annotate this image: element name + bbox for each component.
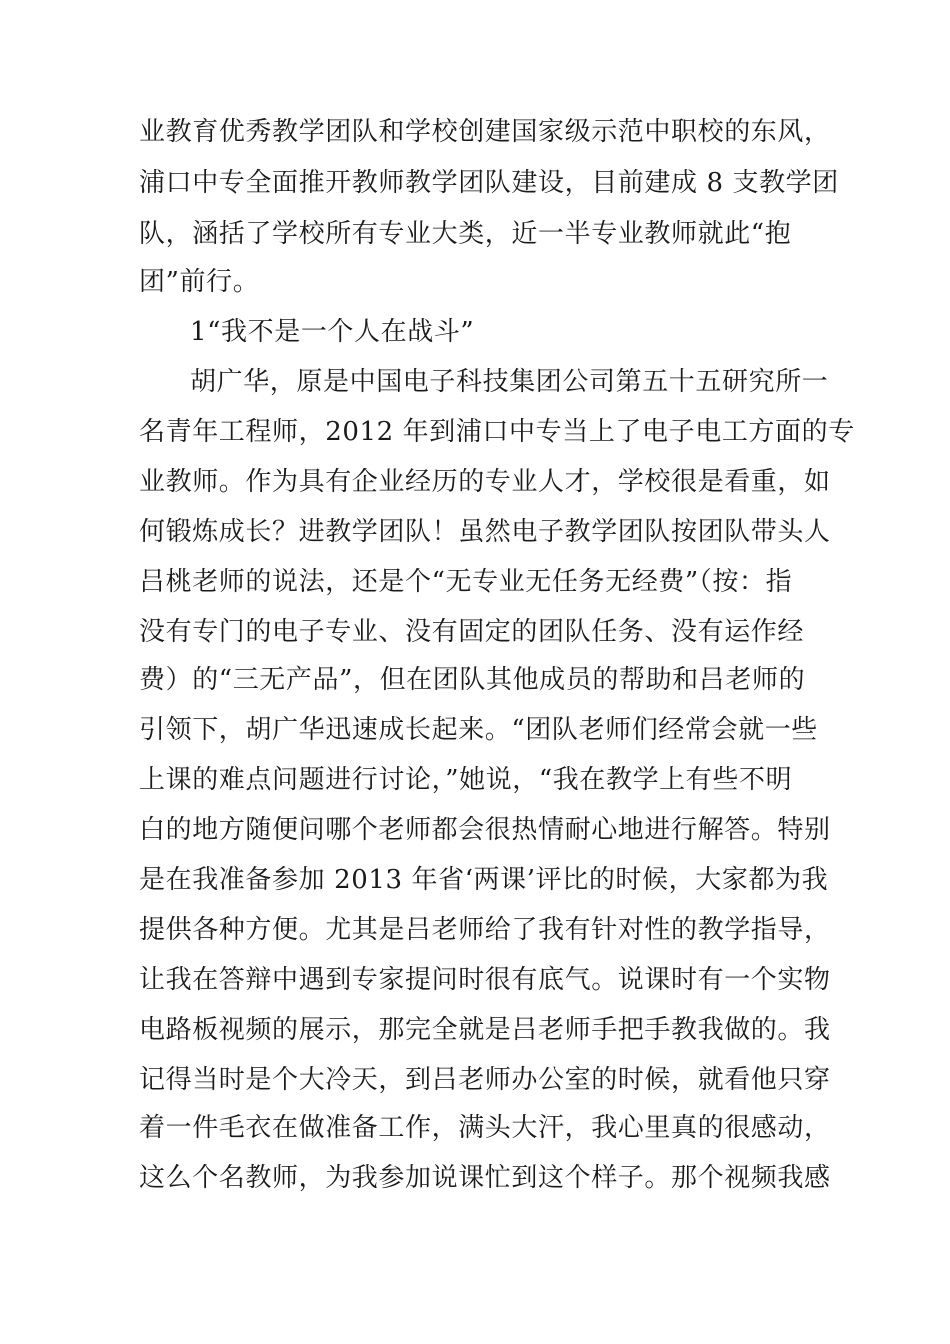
paragraph-line: 记得当时是个大冷天，到吕老师办公室的时候，就看他只穿 [139, 1065, 831, 1095]
paragraph-line: 吕桃老师的说法，还是个“无专业无任务无经费”（按：指 [139, 567, 793, 597]
paragraph-line: 胡广华，原是中国电子科技集团公司第五十五研究所一 [190, 367, 829, 397]
paragraph-line: 白的地方随便问哪个老师都会很热情耐心地进行解答。特别 [139, 815, 831, 845]
paragraph-line: 费）的“三无产品”，但在团队其他成员的帮助和吕老师的 [139, 665, 806, 695]
section-heading: 1“我不是一个人在战斗” [190, 317, 475, 347]
paragraph-line: 业教育优秀教学团队和学校创建国家级示范中职校的东风， [139, 117, 831, 147]
paragraph-line: 业教师。作为具有企业经历的专业人才，学校很是看重，如 [139, 467, 831, 497]
paragraph-line: 是在我准备参加 2013 年省‘两课’评比的时候，大家都为我 [139, 865, 829, 895]
paragraph-line: 着一件毛衣在做准备工作，满头大汗，我心里真的很感动， [139, 1113, 831, 1143]
paragraph-line: 让我在答辩中遇到专家提问时很有底气。说课时有一个实物 [139, 965, 831, 995]
paragraph-line: 电路板视频的展示，那完全就是吕老师手把手教我做的。我 [139, 1015, 831, 1045]
paragraph-line: 团”前行。 [139, 267, 260, 297]
paragraph-line: 上课的难点问题进行讨论，”她说，“我在教学上有些不明 [139, 765, 793, 795]
paragraph-line: 引领下，胡广华迅速成长起来。“团队老师们经常会就一些 [139, 715, 818, 745]
paragraph-line: 何锻炼成长？进教学团队！虽然电子教学团队按团队带头人 [139, 517, 831, 547]
paragraph-line: 名青年工程师，2012 年到浦口中专当上了电子电工方面的专 [139, 417, 855, 447]
paragraph-line: 这么个名教师，为我参加说课忙到这个样子。那个视频我感 [139, 1163, 831, 1193]
paragraph-line: 浦口中专全面推开教师教学团队建设，目前建成 8 支教学团 [139, 168, 839, 198]
paragraph-line: 提供各种方便。尤其是吕老师给了我有针对性的教学指导， [139, 915, 831, 945]
paragraph-line: 没有专门的电子专业、没有固定的团队任务、没有运作经 [139, 617, 805, 647]
paragraph-line: 队，涵括了学校所有专业大类，近一半专业教师就此“抱 [139, 219, 792, 249]
